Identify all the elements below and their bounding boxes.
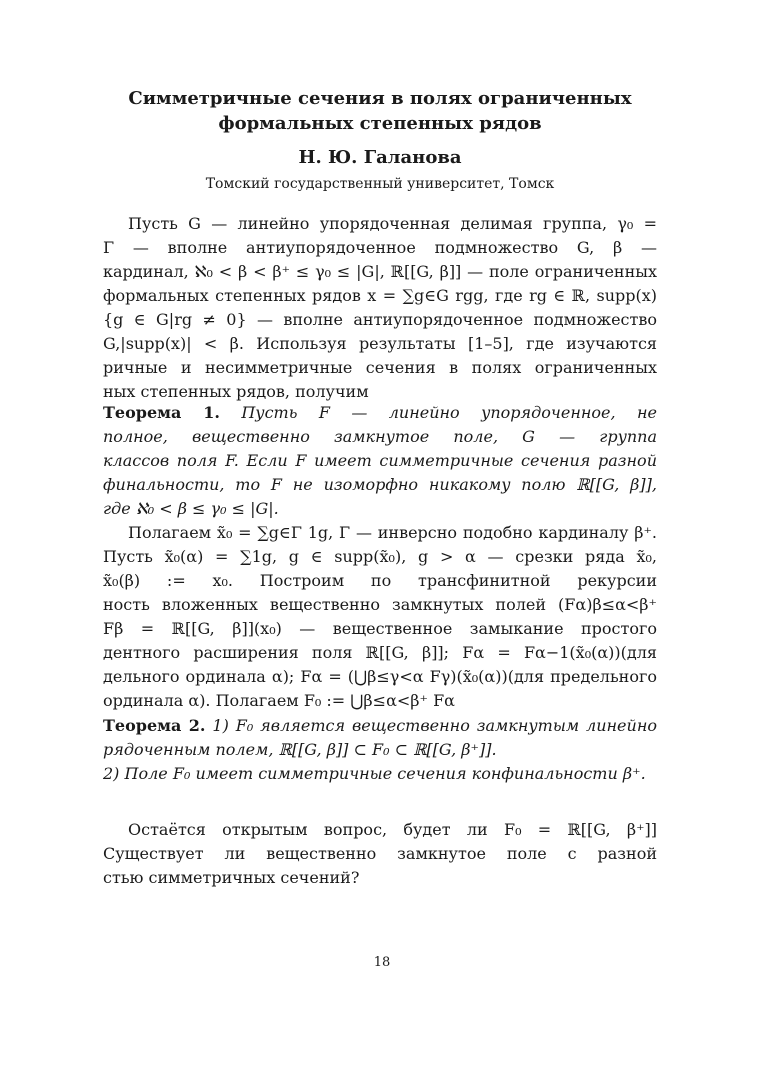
author-name: Н. Ю. Галанова [298,147,462,168]
text-line: {g ∈ G|rg ≠ 0} — вполне антиупорядоченное подмножество [103,310,657,329]
theorem-line: где ℵ₀ < β ≤ γ₀ ≤ |G|. [103,499,279,518]
title-line-2: формальных степенных рядов [218,113,542,134]
text-line: Пусть x̃₀(α) = ∑1g, g ∈ supp(x̃₀), g > α — срезки ряда x̃₀, [103,547,657,566]
text-line: Fβ = ℝ[[G, β]](x₀) — вещественное замыкание простого [103,619,657,638]
theorem-2-label: Теорема 2. [103,716,206,735]
text-line: ных степенных рядов, получим [103,382,369,401]
theorem-line: финальности, то F не изоморфно никакому полю ℝ[[G, β]], [103,475,657,494]
text-line: G,|supp(x)| < β. Используя результаты [1–5], где изучаются [103,334,657,353]
text-line: ричные и несимметричные сечения в полях ограниченных [103,358,657,377]
title-line-1: Симметричные сечения в полях ограниченных [128,88,632,109]
theorem-2 [103,714,657,786]
paragraph-construction [103,521,657,713]
author-affiliation: Томский государственный университет, Томск [205,176,555,192]
text-line: x̃₀(β) := x₀. Построим по трансфинитной рекурсии [103,571,657,590]
theorem-line [103,401,657,425]
text-line: Остаётся открытым вопрос, будет ли F₀ = ℝ[[G, β⁺]] [128,820,657,839]
paragraph-intro [103,212,657,404]
text-line: кардинал, ℵ₀ < β < β⁺ ≤ γ₀ ≤ |G|, ℝ[[G, β]] — поле ограниченных [103,262,657,281]
text-line: ность вложенных вещественно замкнутых полей (Fα)β≤α<β⁺ [103,595,657,614]
theorem-line: 2) Поле F₀ имеет симметричные сечения конфинальности β⁺. [103,764,646,783]
page-number: 18 [373,955,391,970]
text-line: Пусть G — линейно упорядоченная делимая группа, γ₀ = [128,214,657,233]
text-line: дельного ординала α); Fα = (⋃β≤γ<α Fγ)(x̃₀(α))(для предельного [103,667,657,686]
theorem-1-text: Пусть F — линейно упорядоченное, не [241,403,657,422]
theorem-line [103,714,657,738]
theorem-2-text: 1) F₀ является вещественно замкнутым линейно [212,716,657,735]
text-line: стью симметричных сечений? [103,868,360,887]
theorem-line: классов поля F. Если F имеет симметричные сечения разной [103,451,657,470]
paper-title [103,86,657,136]
text-line: формальных степенных рядов x = ∑g∈G rgg, где rg ∈ ℝ, supp(x) [103,286,657,305]
theorem-1-label: Теорема 1. [103,403,220,422]
text-line: ординала α). Полагаем F₀ := ⋃β≤α<β⁺ Fα [103,691,455,710]
text-line: Γ — вполне антиупорядоченное подмножество G, β — [103,238,657,257]
text-line: Полагаем x̃₀ = ∑g∈Γ 1g, Γ — инверсно подобно кардиналу β⁺. [128,523,657,542]
text-line: дентного расширения поля ℝ[[G, β]]; Fα = Fα−1(x̃₀(α))(для [103,643,657,662]
theorem-line: рядоченным полем, ℝ[[G, β]] ⊂ F₀ ⊂ ℝ[[G, β⁺]]. [103,740,497,759]
theorem-1 [103,401,657,521]
theorem-line: полное, вещественно замкнутое поле, G — группа [103,427,657,446]
paragraph-open-question [103,818,657,890]
text-line: Существует ли вещественно замкнутое поле с разной [103,844,657,863]
